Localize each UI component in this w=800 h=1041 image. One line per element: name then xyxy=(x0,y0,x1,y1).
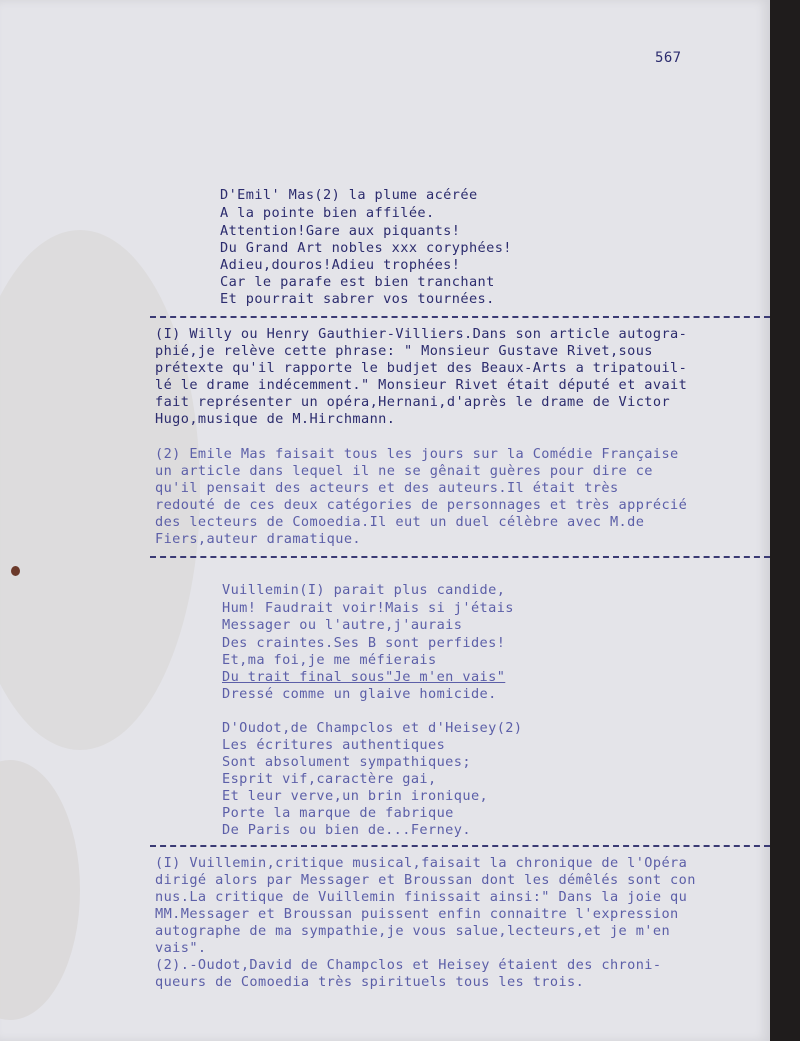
footnote-line: vais". xyxy=(155,940,207,956)
poem-line: Et,ma foi,je me méfierais xyxy=(222,652,437,668)
footnote-line: queurs de Comoedia très spirituels tous les trois. xyxy=(155,974,585,990)
poem-line: Esprit vif,caractère gai, xyxy=(222,771,437,787)
separator-line xyxy=(150,556,770,558)
poem-line: Attention!Gare aux piquants! xyxy=(220,223,461,239)
footnote-line: (2) Emile Mas faisait tous les jours sur la Comédie Française xyxy=(155,446,679,462)
footnote-line: dirigé alors par Messager et Broussan dont les démêlés sont con xyxy=(155,872,696,888)
poem-line: Des craintes.Ses B sont perfides! xyxy=(222,635,506,651)
poem-line: Les écritures authentiques xyxy=(222,737,446,753)
footnote-line: phié,je relève cette phrase: " Monsieur Gustave Rivet,sous xyxy=(155,343,653,359)
poem-line: Sont absolument sympathiques; xyxy=(222,754,471,770)
footnote-line: redouté de ces deux catégories de personnages et très apprécié xyxy=(155,497,688,513)
poem-line: Adieu,douros!Adieu trophées! xyxy=(220,257,461,273)
footnote-line: fait représenter un opéra,Hernani,d'après le drame de Victor xyxy=(155,394,671,410)
footnote-line: prétexte qu'il rapporte le budjet des Beaux-Arts a tripatouil- xyxy=(155,360,688,376)
poem-line: Du trait final sous"Je m'en vais" xyxy=(222,669,506,685)
footnote-line: nus.La critique de Vuillemin finissait ainsi:" Dans la joie qu xyxy=(155,889,688,905)
poem-line: De Paris ou bien de...Ferney. xyxy=(222,822,471,838)
footnote-line: des lecteurs de Comoedia.Il eut un duel célèbre avec M.de xyxy=(155,514,645,530)
poem-line: A la pointe bien affilée. xyxy=(220,205,435,221)
separator-line xyxy=(150,845,770,847)
paper-stain xyxy=(0,760,80,1020)
poem-line: Porte la marque de fabrique xyxy=(222,805,454,821)
separator-line xyxy=(150,316,770,318)
footnote-line: lé le drame indécemment." Monsieur Rivet était député et avait xyxy=(155,377,688,393)
footnote-line: autographe de ma sympathie,je vous salue,lecteurs,et je m'en xyxy=(155,923,671,939)
poem-line: Car le parafe est bien tranchant xyxy=(220,274,495,290)
poem-line: Messager ou l'autre,j'aurais xyxy=(222,617,463,633)
footnote-line: Hugo,musique de M.Hirchmann. xyxy=(155,411,396,427)
page-number: 567 xyxy=(655,50,682,66)
poem-line: Et leur verve,un brin ironique, xyxy=(222,788,489,804)
poem-line: Hum! Faudrait voir!Mais si j'étais xyxy=(222,600,514,616)
footnote-line: un article dans lequel il ne se gênait guères pour dire ce xyxy=(155,463,653,479)
footnote-line: qu'il pensait des acteurs et des auteurs.Il était très xyxy=(155,480,619,496)
footnote-line: (I) Vuillemin,critique musical,faisait la chronique de l'Opéra xyxy=(155,855,688,871)
poem-line: D'Oudot,de Champclos et d'Heisey(2) xyxy=(222,720,523,736)
footnote-line: Fiers,auteur dramatique. xyxy=(155,531,362,547)
footnote-line: (2).-Oudot,David de Champclos et Heisey étaient des chroni- xyxy=(155,957,662,973)
poem-line: D'Emil' Mas(2) la plume acérée xyxy=(220,187,478,203)
footnote-line: MM.Messager et Broussan puissent enfin connaitre l'expression xyxy=(155,906,679,922)
ink-spot xyxy=(11,566,20,576)
poem-line: Vuillemin(I) parait plus candide, xyxy=(222,582,506,598)
poem-line: Du Grand Art nobles xxx coryphées! xyxy=(220,240,512,256)
poem-line: Dressé comme un glaive homicide. xyxy=(222,686,497,702)
poem-line: Et pourrait sabrer vos tournées. xyxy=(220,291,495,307)
footnote-line: (I) Willy ou Henry Gauthier-Villiers.Dans son article autogra- xyxy=(155,326,688,342)
